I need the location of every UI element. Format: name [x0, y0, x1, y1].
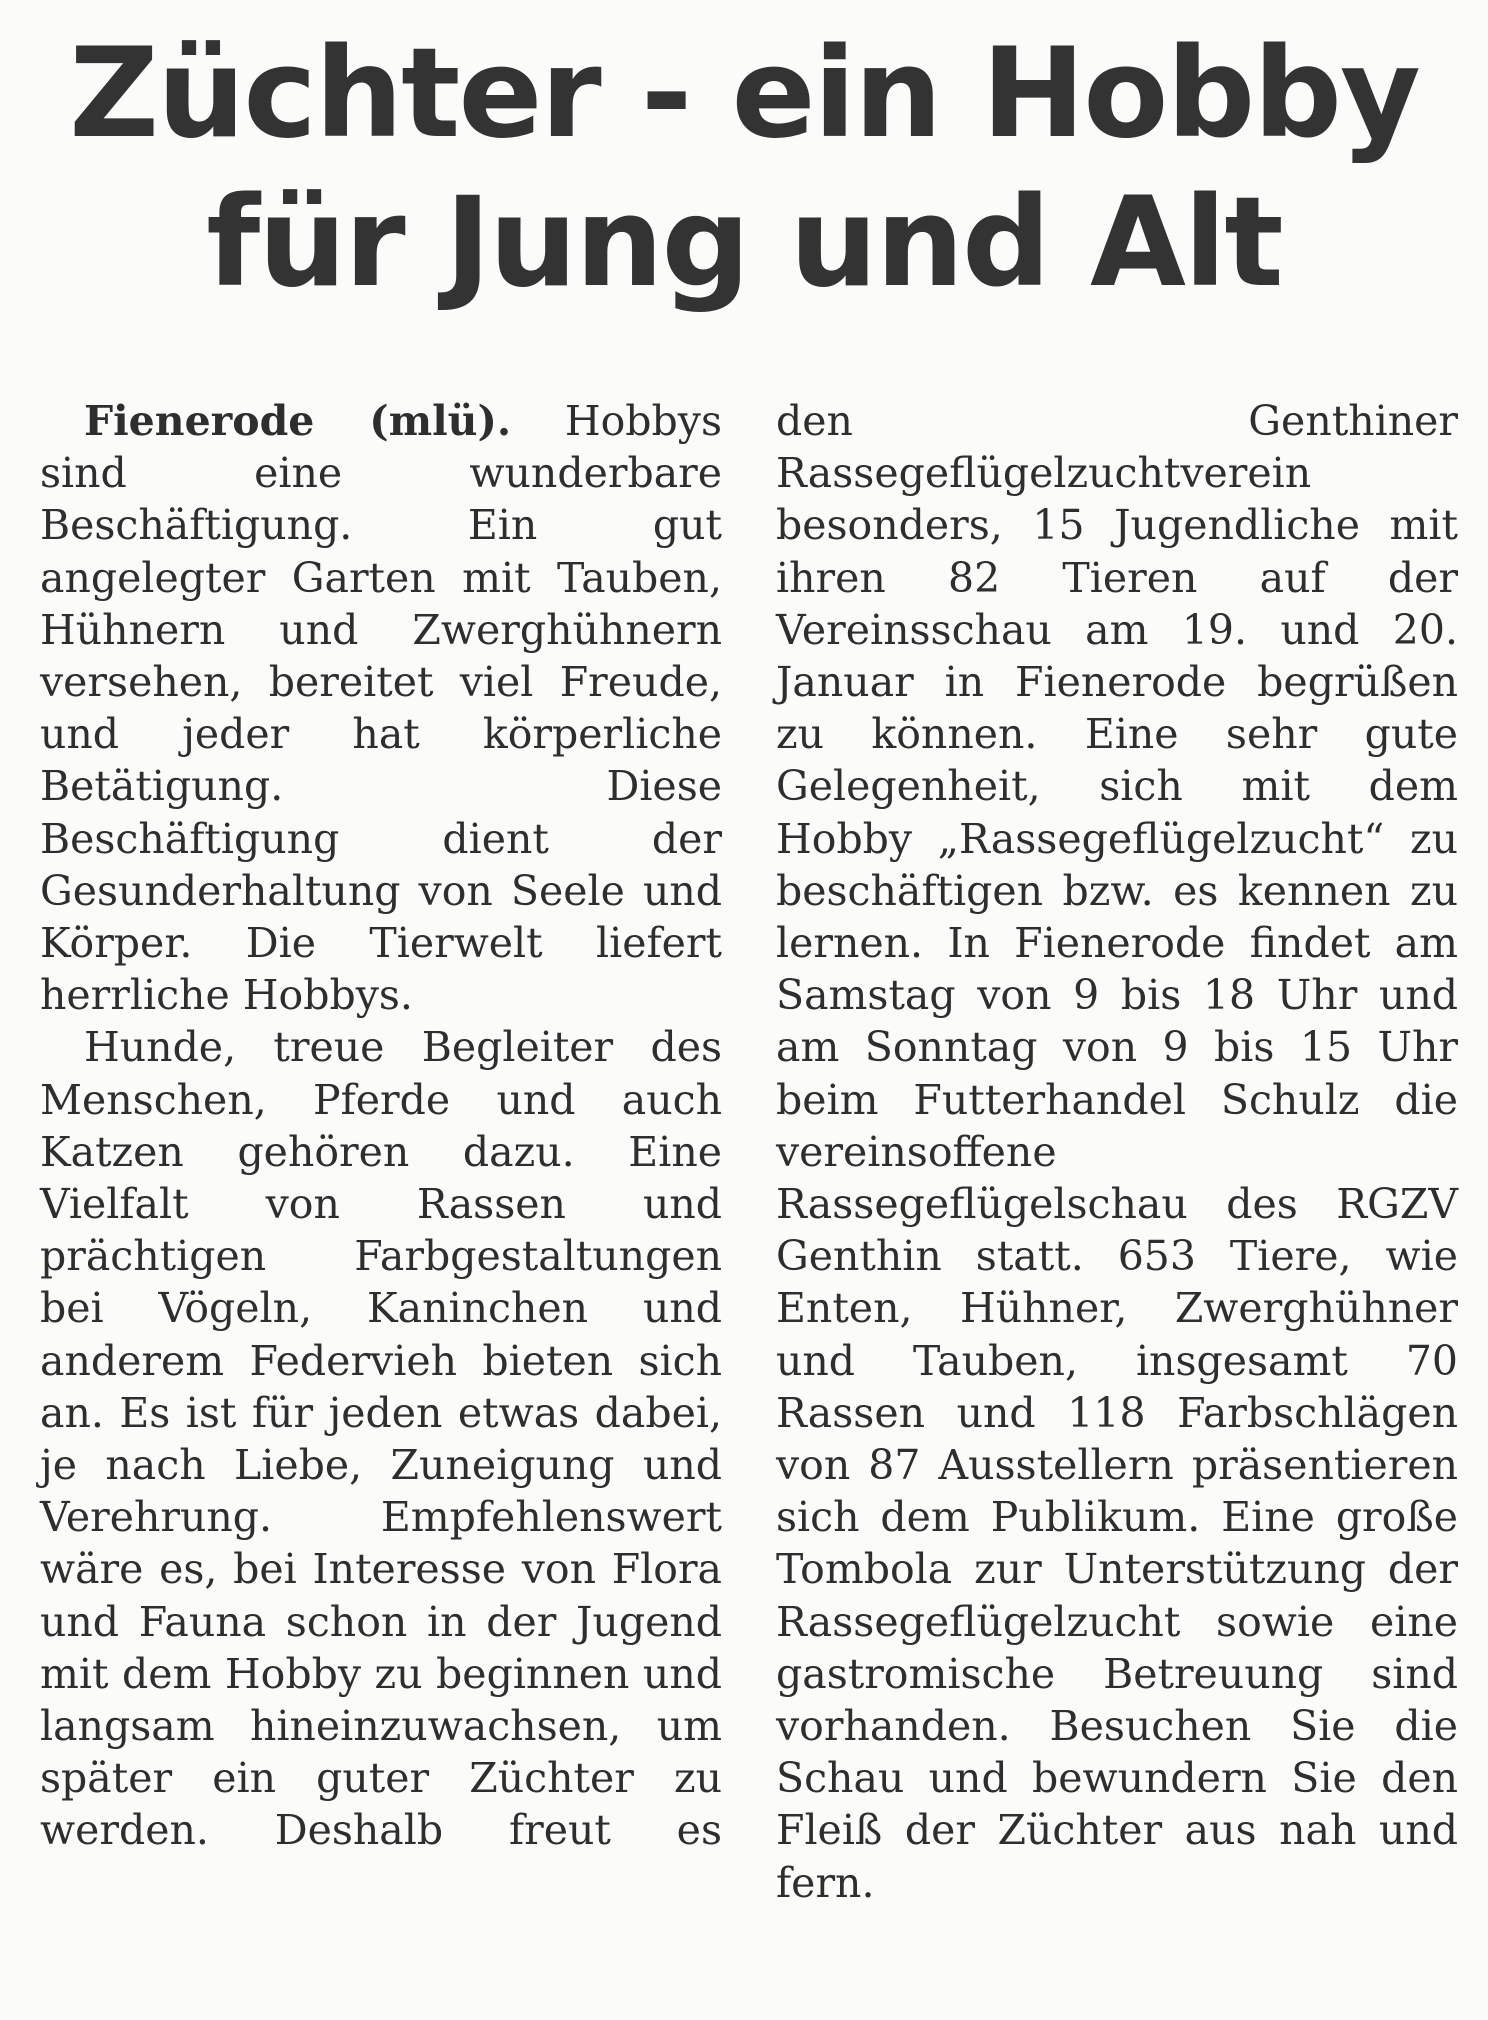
- paragraph-intro: [40, 395, 722, 1021]
- headline-line-2: für Jung und Alt: [206, 170, 1282, 315]
- dateline: Fienerode (mlü).: [84, 397, 512, 445]
- paragraph-intro-text: Hobbys sind eine wunderbare Beschäftigung. Ein gut angelegter Garten mit Tauben, Hühnern und Zwerghühnern versehen, bereitet viel Freude, und jeder hat körperliche Betätigung. Diese Beschäftigung dient der Gesunderhaltung von Seele und Körper. Die Tierwelt liefert herrliche Hobbys.: [40, 397, 722, 1020]
- paragraph-animals: Hunde, treue Begleiter des Menschen, Pferde und auch Katzen gehören dazu. Eine Vielfalt von Rassen und prächtigen Farbgestaltungen bei Vögeln, Kaninchen und anderem Federvieh bieten sich an. Es ist für jeden etwas dabei, je nach Liebe, Zuneigung und Verehrung. Empfehlenswert wäre es, bei Interesse von Flora und Fauna schon in der Jugend mit dem Hobby zu beginnen und langsam hineinzuwachsen, um später ein guter Züchter zu werden. Deshalb freut es: [40, 1023, 722, 1855]
- headline-line-1: Züchter - ein Hobby: [69, 22, 1419, 166]
- paragraph-exhibition: den Genthiner Rassegeflügelzuchtverein besonders, 15 Jugendliche mit ihren 82 Tieren auf der Vereinsschau am 19. und 20. Januar in Fienerode begrüßen zu können. Eine sehr gute Gelegenheit, sich mit dem Hobby „Rassegeflügelzucht“ zu beschäftigen bzw. es kennen zu lernen. In Fienerode findet am Samstag von 9 bis 18 Uhr und am Sonntag von 9 bis 15 Uhr beim Futterhandel Schulz die vereinsoffene Rassegeflügelschau des RGZV Genthin statt. 653 Tiere, wie Enten, Hühner, Zwerghühner und Tauben, insgesamt 70 Rassen und 118 Farbschlägen von 87 Ausstellern präsentieren sich dem Publikum. Eine große Tombola zur Unterstützung der Rassegeflügelzucht sowie eine gastromische Betreuung sind vorhanden. Besuchen Sie die Schau und bewundern Sie den Fleiß der Züchter aus nah und fern.: [776, 397, 1458, 1907]
- article-column-right: [776, 395, 1458, 1909]
- headline: [60, 20, 1428, 318]
- article-column-left: [40, 395, 722, 1857]
